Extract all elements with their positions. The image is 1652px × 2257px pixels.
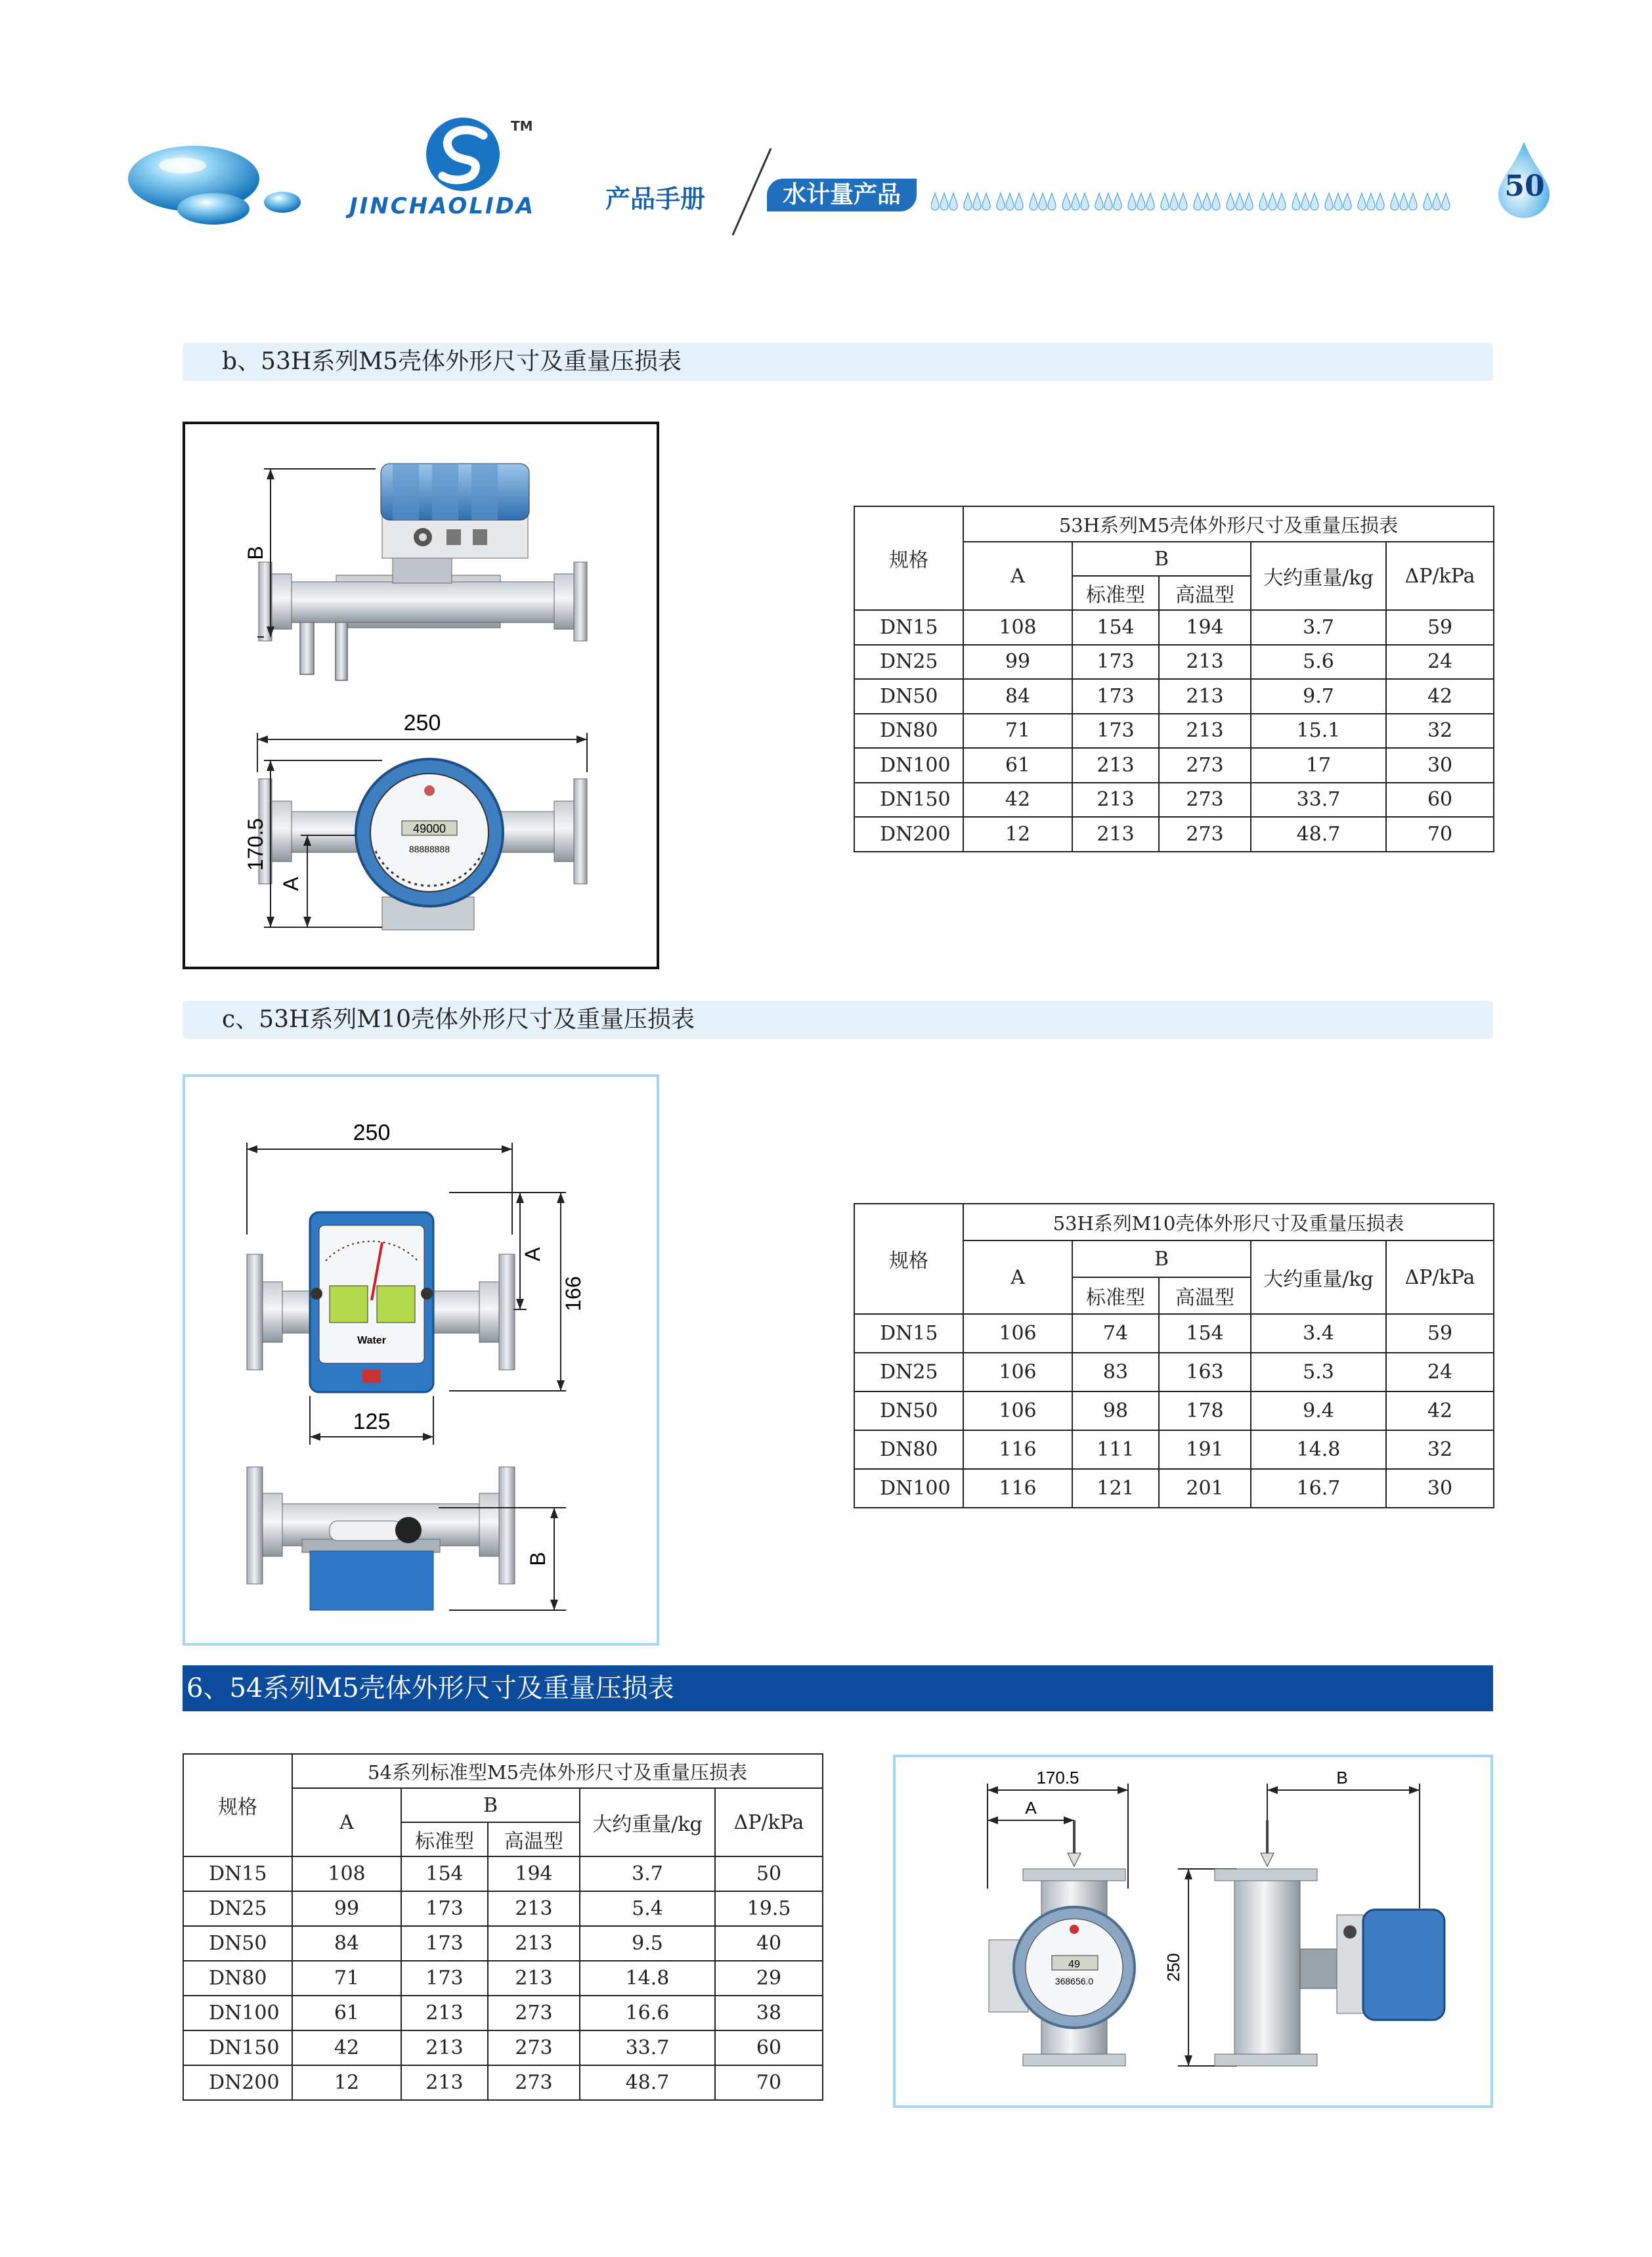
value-cell: 154 xyxy=(1072,610,1159,645)
section-b-title: b、53H系列M5壳体外形尺寸及重量压损表 xyxy=(183,343,1493,381)
section-c-title: c、53H系列M10壳体外形尺寸及重量压损表 xyxy=(183,1001,1493,1039)
table-row xyxy=(854,1391,1494,1430)
table-row xyxy=(854,1314,1494,1353)
value-cell: 32 xyxy=(1386,714,1494,749)
value-cell: 191 xyxy=(1159,1430,1251,1469)
value-cell: 30 xyxy=(1386,748,1494,783)
value-cell: 173 xyxy=(401,1961,488,1996)
value-cell: 173 xyxy=(1072,714,1159,749)
value-cell: 99 xyxy=(963,645,1072,680)
display-reading: 49 xyxy=(1068,1959,1080,1970)
value-cell: 213 xyxy=(488,1961,580,1996)
value-cell: 5.4 xyxy=(580,1891,715,1926)
value-cell: 33.7 xyxy=(580,2030,715,2065)
spec-cell: DN200 xyxy=(854,817,963,852)
value-cell: 178 xyxy=(1159,1391,1251,1430)
value-cell: 38 xyxy=(715,1996,823,2030)
value-cell: 42 xyxy=(292,2030,401,2065)
flowmeter-53h-m5-drawing xyxy=(185,424,657,967)
value-cell: 273 xyxy=(488,2065,580,2100)
value-cell: 30 xyxy=(1386,1469,1494,1508)
display-label: Water xyxy=(357,1335,386,1346)
spec-cell: DN50 xyxy=(854,679,963,714)
flowmeter-54-m5-drawing xyxy=(896,1757,1490,2105)
spec-cell: DN150 xyxy=(854,783,963,818)
dim-170-5-label: 170.5 xyxy=(244,818,267,871)
value-cell: 42 xyxy=(963,783,1072,818)
manual-label: 产品手册 xyxy=(605,185,706,213)
dim-b-label: B xyxy=(244,546,267,560)
value-cell: 213 xyxy=(401,2065,488,2100)
value-cell: 213 xyxy=(401,1996,488,2030)
dim-a-label: A xyxy=(279,877,303,891)
value-cell: 40 xyxy=(715,1926,823,1961)
value-cell: 3.4 xyxy=(1251,1314,1386,1353)
header-b-std: 标准型 xyxy=(401,1822,488,1856)
spec-cell: DN80 xyxy=(183,1961,292,1996)
table-row xyxy=(854,610,1494,645)
header-weight: 大约重量/kg xyxy=(580,1788,715,1856)
value-cell: 71 xyxy=(963,714,1072,749)
table-title: 53H系列M10壳体外形尺寸及重量压损表 xyxy=(963,1204,1494,1240)
display-reading: 49000 xyxy=(412,822,446,835)
value-cell: 111 xyxy=(1072,1430,1159,1469)
spec-cell: DN200 xyxy=(183,2065,292,2100)
value-cell: 213 xyxy=(1072,748,1159,783)
table-row xyxy=(854,783,1494,818)
spec-cell: DN100 xyxy=(854,748,963,783)
value-cell: 173 xyxy=(401,1891,488,1926)
value-cell: 61 xyxy=(963,748,1072,783)
spec-cell: DN15 xyxy=(183,1856,292,1891)
dim-250-label: 250 xyxy=(403,711,441,735)
table-row xyxy=(183,1891,823,1926)
drop-row-icon xyxy=(931,189,1463,215)
value-cell: 16.7 xyxy=(1251,1469,1386,1508)
display-total: 368656.0 xyxy=(1054,1976,1094,1986)
value-cell: 5.6 xyxy=(1251,645,1386,680)
section-6-drawing-frame xyxy=(893,1755,1493,2108)
value-cell: 5.3 xyxy=(1251,1353,1386,1391)
table-54-m5 xyxy=(183,1753,823,2101)
header-dp: ΔP/kPa xyxy=(715,1788,823,1856)
section-6-title: 6、54系列M5壳体外形尺寸及重量压损表 xyxy=(183,1665,1493,1711)
value-cell: 84 xyxy=(292,1926,401,1961)
trademark: TM xyxy=(511,118,533,134)
water-drops-icon xyxy=(125,131,309,236)
dim-170-5-label: 170.5 xyxy=(1036,1768,1079,1787)
table-row xyxy=(183,1856,823,1891)
value-cell: 194 xyxy=(488,1856,580,1891)
value-cell: 14.8 xyxy=(580,1961,715,1996)
header-spec: 规格 xyxy=(854,1204,963,1314)
value-cell: 116 xyxy=(963,1430,1072,1469)
spec-cell: DN25 xyxy=(854,645,963,680)
value-cell: 273 xyxy=(1159,783,1251,818)
table-row xyxy=(183,2065,823,2100)
value-cell: 74 xyxy=(1072,1314,1159,1353)
value-cell: 84 xyxy=(963,679,1072,714)
brand-name: JINCHAOLIDA xyxy=(349,193,536,219)
value-cell: 106 xyxy=(963,1391,1072,1430)
category-label: 水计量产品 xyxy=(767,179,917,211)
value-cell: 59 xyxy=(1386,1314,1494,1353)
spec-cell: DN25 xyxy=(854,1353,963,1391)
value-cell: 154 xyxy=(401,1856,488,1891)
dim-a-label: A xyxy=(521,1247,544,1261)
header-b-high: 高温型 xyxy=(1159,576,1251,610)
value-cell: 24 xyxy=(1386,1353,1494,1391)
value-cell: 14.8 xyxy=(1251,1430,1386,1469)
flowmeter-53h-m10-drawing xyxy=(185,1077,657,1643)
table-row xyxy=(854,1353,1494,1391)
value-cell: 33.7 xyxy=(1251,783,1386,818)
value-cell: 12 xyxy=(292,2065,401,2100)
value-cell: 108 xyxy=(292,1856,401,1891)
spec-cell: DN100 xyxy=(854,1469,963,1508)
value-cell: 213 xyxy=(488,1926,580,1961)
value-cell: 154 xyxy=(1159,1314,1251,1353)
value-cell: 19.5 xyxy=(715,1891,823,1926)
dim-125-label: 125 xyxy=(353,1409,391,1434)
value-cell: 121 xyxy=(1072,1469,1159,1508)
value-cell: 106 xyxy=(963,1353,1072,1391)
header-b: B xyxy=(401,1788,580,1822)
table-body xyxy=(183,1856,823,2100)
dim-b-label: B xyxy=(1336,1768,1348,1787)
value-cell: 163 xyxy=(1159,1353,1251,1391)
header-dp: ΔP/kPa xyxy=(1386,1240,1494,1314)
value-cell: 9.5 xyxy=(580,1926,715,1961)
value-cell: 16.6 xyxy=(580,1996,715,2030)
table-body xyxy=(854,1314,1494,1508)
value-cell: 194 xyxy=(1159,610,1251,645)
dim-250-label: 250 xyxy=(353,1120,391,1145)
value-cell: 9.4 xyxy=(1251,1391,1386,1430)
value-cell: 173 xyxy=(401,1926,488,1961)
table-row xyxy=(854,714,1494,749)
value-cell: 42 xyxy=(1386,679,1494,714)
table-row xyxy=(854,679,1494,714)
dim-166-label: 166 xyxy=(561,1276,585,1311)
table-row xyxy=(183,1996,823,2030)
value-cell: 60 xyxy=(1386,783,1494,818)
value-cell: 48.7 xyxy=(580,2065,715,2100)
header-b: B xyxy=(1072,1240,1251,1277)
value-cell: 98 xyxy=(1072,1391,1159,1430)
value-cell: 108 xyxy=(963,610,1072,645)
spec-cell: DN50 xyxy=(183,1926,292,1961)
table-row xyxy=(854,1430,1494,1469)
table-row xyxy=(183,1961,823,1996)
value-cell: 12 xyxy=(963,817,1072,852)
value-cell: 213 xyxy=(488,1891,580,1926)
value-cell: 3.7 xyxy=(1251,610,1386,645)
value-cell: 32 xyxy=(1386,1430,1494,1469)
value-cell: 106 xyxy=(963,1314,1072,1353)
header-b: B xyxy=(1072,542,1251,576)
spec-cell: DN80 xyxy=(854,714,963,749)
value-cell: 213 xyxy=(401,2030,488,2065)
value-cell: 9.7 xyxy=(1251,679,1386,714)
value-cell: 213 xyxy=(1159,645,1251,680)
value-cell: 213 xyxy=(1159,714,1251,749)
value-cell: 273 xyxy=(488,1996,580,2030)
value-cell: 213 xyxy=(1159,679,1251,714)
table-title: 53H系列M5壳体外形尺寸及重量压损表 xyxy=(963,506,1494,542)
table-row xyxy=(854,817,1494,852)
value-cell: 61 xyxy=(292,1996,401,2030)
header-a: A xyxy=(292,1788,401,1856)
value-cell: 3.7 xyxy=(580,1856,715,1891)
header-weight: 大约重量/kg xyxy=(1251,542,1386,610)
value-cell: 15.1 xyxy=(1251,714,1386,749)
value-cell: 70 xyxy=(715,2065,823,2100)
table-row xyxy=(854,748,1494,783)
table-53h-m10 xyxy=(854,1203,1494,1508)
table-title: 54系列标准型M5壳体外形尺寸及重量压损表 xyxy=(292,1754,823,1788)
value-cell: 273 xyxy=(488,2030,580,2065)
header-b-high: 高温型 xyxy=(488,1822,580,1856)
spec-cell: DN150 xyxy=(183,2030,292,2065)
value-cell: 201 xyxy=(1159,1469,1251,1508)
header-a: A xyxy=(963,1240,1072,1314)
spec-cell: DN80 xyxy=(854,1430,963,1469)
value-cell: 213 xyxy=(1072,817,1159,852)
header-spec: 规格 xyxy=(183,1754,292,1856)
section-b-drawing-frame xyxy=(183,422,659,969)
value-cell: 71 xyxy=(292,1961,401,1996)
value-cell: 173 xyxy=(1072,645,1159,680)
value-cell: 48.7 xyxy=(1251,817,1386,852)
value-cell: 116 xyxy=(963,1469,1072,1508)
dim-a-label: A xyxy=(1025,1798,1037,1818)
table-row xyxy=(183,2030,823,2065)
table-row xyxy=(854,1469,1494,1508)
header-b-std: 标准型 xyxy=(1072,576,1159,610)
value-cell: 60 xyxy=(715,2030,823,2065)
table-row xyxy=(183,1926,823,1961)
table-53h-m5 xyxy=(854,506,1494,852)
header-a: A xyxy=(963,542,1072,610)
value-cell: 24 xyxy=(1386,645,1494,680)
value-cell: 83 xyxy=(1072,1353,1159,1391)
table-row xyxy=(854,645,1494,680)
dim-250-label: 250 xyxy=(1163,1953,1183,1982)
value-cell: 173 xyxy=(1072,679,1159,714)
dim-b-label: B xyxy=(526,1552,550,1566)
spec-cell: DN15 xyxy=(854,610,963,645)
value-cell: 213 xyxy=(1072,783,1159,818)
header-spec: 规格 xyxy=(854,506,963,610)
value-cell: 59 xyxy=(1386,610,1494,645)
value-cell: 29 xyxy=(715,1961,823,1996)
value-cell: 70 xyxy=(1386,817,1494,852)
spec-cell: DN25 xyxy=(183,1891,292,1926)
header-weight: 大约重量/kg xyxy=(1251,1240,1386,1314)
header-b-high: 高温型 xyxy=(1159,1277,1251,1314)
value-cell: 42 xyxy=(1386,1391,1494,1430)
value-cell: 17 xyxy=(1251,748,1386,783)
display-total: 88888888 xyxy=(408,844,450,854)
page-number: 50 xyxy=(1504,169,1545,203)
spec-cell: DN15 xyxy=(854,1314,963,1353)
header-dp: ΔP/kPa xyxy=(1386,542,1494,610)
spec-cell: DN100 xyxy=(183,1996,292,2030)
company-logo-icon xyxy=(424,116,502,193)
spec-cell: DN50 xyxy=(854,1391,963,1430)
value-cell: 273 xyxy=(1159,748,1251,783)
section-c-drawing-frame xyxy=(183,1074,659,1646)
table-body xyxy=(854,610,1494,852)
value-cell: 99 xyxy=(292,1891,401,1926)
value-cell: 50 xyxy=(715,1856,823,1891)
header-b-std: 标准型 xyxy=(1072,1277,1159,1314)
value-cell: 273 xyxy=(1159,817,1251,852)
